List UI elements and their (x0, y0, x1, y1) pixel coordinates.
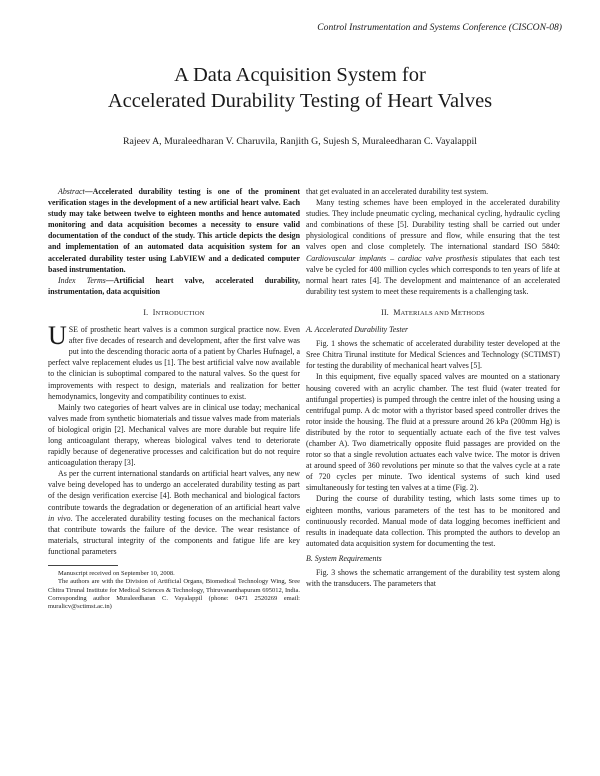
section-number: I. (143, 307, 149, 317)
right-paragraph-1 (306, 197, 560, 297)
section-heading-introduction (48, 307, 300, 319)
right-p1-part-a: Many testing schemes have been employed in the accelerated durability studies. They include pneumatic cycling, mechanical cycling, hydraulic cycling and combinations of these [5]. Durability testing shall be carried out under physiological conditions of pressure and flow, while ensuring that the test valves open and close completely. The international standard ISO 5840: (306, 198, 560, 252)
footnote-rule (48, 565, 118, 566)
abstract-text: —Accelerated durability testing is one of the prominent verification stages in the development of a new artificial heart valve. Each study may take between twelve to eighteen months and hence automated monitoring and data acquisition becomes a necessity to ensure valid documentation of the conduct of the study. This article depicts the design and implementation of an automated data acquisition system for an accelerated durability tester using LabVIEW and a dedicated computer based instrumentation. (48, 187, 300, 274)
iso-standard-title: Cardiovascular implants – cardiac valve prosthesis (306, 253, 478, 263)
intro-p3-part-a: As per the current international standards on artificial heart valves, any new valve being developed has to undergo an accelerated durability testing as part of the design verification exercise [4]. Both mechanical and biological factors contribute towards the degradation or degeneration of an artificial heart valve (48, 469, 300, 512)
right-p1-part-b: stipulates that each test valve be cycled for 400 million cycles which corresponds to ten years of life at normal heart rates [4]. The development and maintenance of an accelerated durability test system to meet these requirements is a challenging task. (306, 253, 560, 296)
paper-title (0, 62, 600, 114)
left-column (48, 186, 300, 611)
subsection-a-paragraph-2: In this equipment, five equally spaced valves are mounted on a stationary housing covered with an acrylic chamber. The test fluid (water treated for antifungal properties) is pumped through the centre inlet of the housing using a centrifugal pump. A dc motor with a thyristor based speed controller drives the rotor inside the housing. The fluid at a pressure around 26 kPa (200mm Hg) is distributed by the rotor to sequentially actuate each of the five test valves (chamber A). Two diametrically opposite fluid passages are provided on the rotor so that a single revolution actuates each valve twice. The motor is driven at around speed of 360 revolutions per minute so that the valves cycle at a rate of 720 cycles per minute. Two identical systems of such kind used simultaneously for testing ten valves at a time (Fig. 2). (306, 372, 560, 493)
right-column (306, 186, 560, 589)
intro-paragraph-3 (48, 468, 300, 557)
title-line-1: A Data Acquisition System for (174, 64, 426, 86)
intro-p3-part-b: . The accelerated durability testing focuses on the mechanical factors that contribute towards the failure of the device. The wear resistance of materials, structural integrity of the components and fatigue life are key functional parameters (48, 513, 300, 556)
section-number: II. (381, 307, 389, 317)
intro-paragraph-1-text: SE of prosthetic heart valves is a common surgical practice now. Even after five decades of research and development, after the first valve was put into the descending thoracic aorta of a patient by Charles Hufnagel, a perfect valve replacement eludes us [1]. The best artificial valve now available to the clinician is suboptimal compared to the natural valves. So the quest for improvements with respect to design, materials and realization for better hemodynamics, longevity and compatibility continues to exist. (48, 325, 300, 401)
abstract (48, 186, 300, 275)
intro-paragraph-1 (48, 321, 300, 402)
footnote-received: Manuscript received on September 10, 2008. (58, 570, 175, 577)
section-title-rest: NTRODUCTION (155, 309, 205, 317)
index-terms (48, 275, 300, 297)
section-title-rest-b: ETHODS (458, 309, 485, 317)
subsection-b-paragraph-1: Fig. 3 shows the schematic arrangement of the durability test system along with the transducers. The parameters that (306, 568, 560, 589)
title-line-2: Accelerated Durability Testing of Heart Valves (107, 90, 493, 112)
section-title-initial: I (152, 307, 156, 317)
conference-header: Control Instrumentation and Systems Conference (CISCON-08) (317, 22, 562, 33)
abstract-label: Abstract (58, 187, 85, 196)
subsection-a-paragraph-3: During the course of durability testing, which lasts some times up to eighteen months, various parameters of the test has to be monitored and continuously recorded. Manual mode of data logging becomes inefficient and results in inadequate data collection. This prompted the authors to develop an automated data acquisition system for documenting the test. (306, 494, 560, 548)
footnote-affiliation: The authors are with the Division of Artificial Organs, Biomedical Technology Wing, Sree Chitra Tirunal Institute for Medical Sciences & Technology, Thiruvananthapuram 695012, India. Corresponding author Muraleedharan C. Vayalappil (phone: 0471 2520269 email: muralicv@sctimst.ac.in) (48, 578, 300, 611)
index-terms-label: Index Terms (58, 275, 106, 285)
index-terms-text: —Artificial heart valve, accelerated durability, instrumentation, data acquisition (48, 275, 300, 296)
drop-cap: U (48, 321, 67, 351)
subsection-heading-a: A. Accelerated Durability Tester (306, 325, 409, 335)
subsection-a-paragraph-1: Fig. 1 shows the schematic of accelerated durability tester developed at the Sree Chitra Tirunal institute for Medical Sciences and Technology (SCTIMST) for testing the durability of mechanical heart valves [5]. (306, 339, 560, 371)
author-list: Rajeev A, Muraleedharan V. Charuvila, Ranjith G, Sujesh S, Muraleedharan C. Vayalappil (123, 136, 477, 147)
subsection-heading-b: B. System Requirements (306, 553, 382, 563)
right-paragraph-0: that get evaluated in an accelerated durability test system. (306, 187, 489, 196)
section-title-rest-a: ATERIALS AND (400, 309, 451, 317)
section-heading-materials-methods (306, 307, 560, 319)
intro-p3-italic: in vivo (48, 513, 71, 523)
section-title-initial-b: M (450, 307, 459, 317)
footnote (48, 565, 300, 611)
intro-paragraph-2: Mainly two categories of heart valves are in clinical use today; mechanical valves made from synthetic biomaterials and tissue valves made from materials of biological origin [2]. Mechanical valves are more durable but require life long anticoagulant therapy, whereas biological valves tend to deteriorate rapidly because of degenerative processes and calcification but do not require anticoagulation therapy [3]. (48, 402, 300, 468)
section-title-initial-a: M (393, 307, 401, 317)
